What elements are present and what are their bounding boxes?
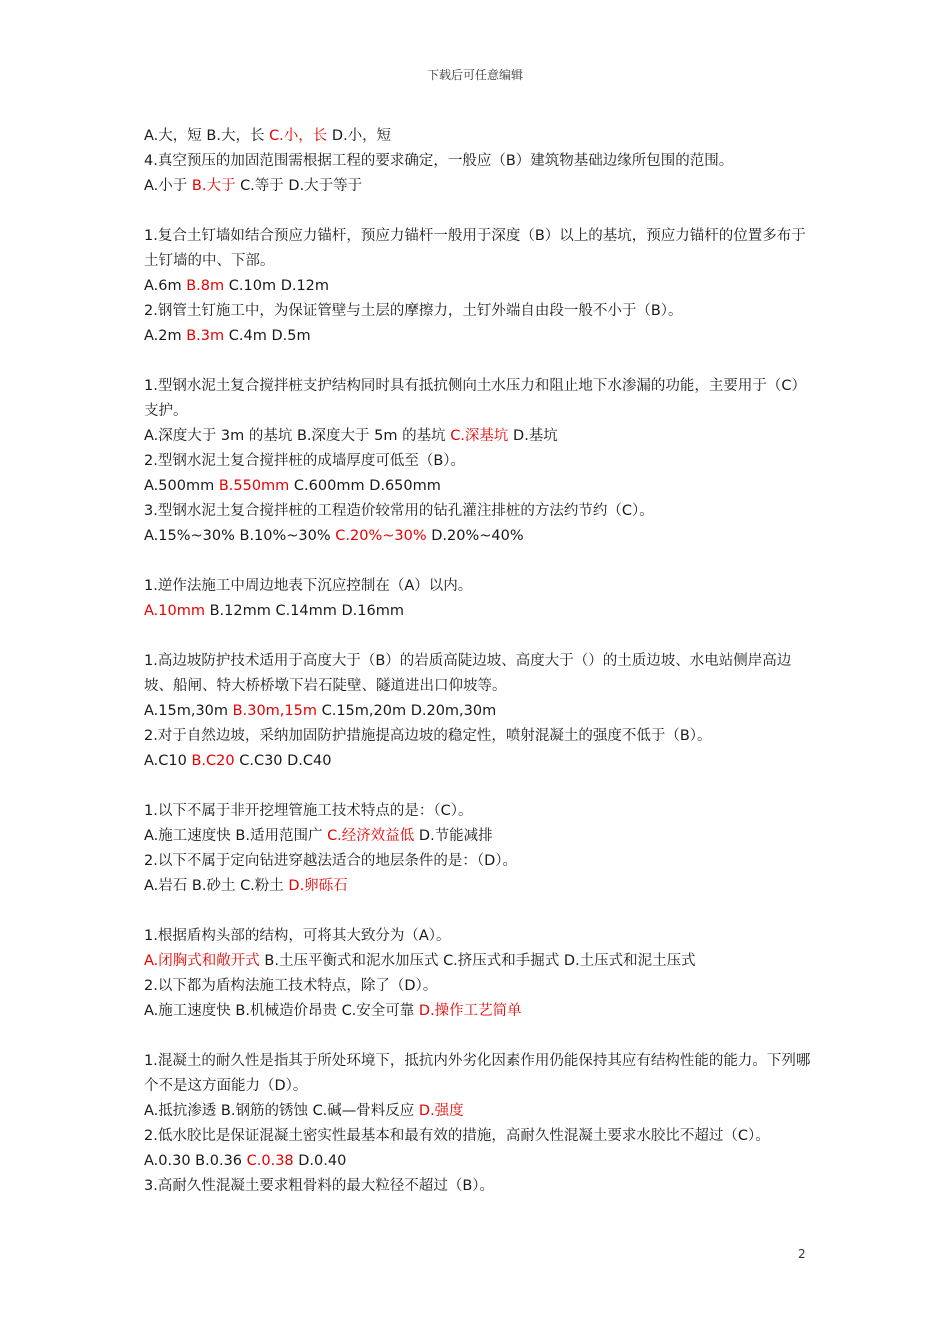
option: A.深度大于 3m 的基坑 <box>144 428 297 444</box>
question-block <box>144 574 814 624</box>
option: C.600mm <box>293 478 370 494</box>
option: C.14mm <box>275 603 342 619</box>
option: D.5m <box>271 328 311 344</box>
answer-option: A.10mm <box>144 603 210 619</box>
question-text: 3.型钢水泥土复合搅拌桩的工程造价较常用的钻孔灌注排桩的方法约节约（C）。 <box>144 503 654 519</box>
question-text: 1.型钢水泥土复合搅拌桩支护结构同时具有抵抗侧向土水压力和阻止地下水渗漏的功能，主要用于（C）支护。 <box>144 378 806 419</box>
options-line <box>144 274 814 299</box>
option: B.12mm <box>209 603 276 619</box>
question-block <box>144 124 814 199</box>
option: A.500mm <box>144 478 219 494</box>
option: D.节能减排 <box>418 828 493 844</box>
option: A.大，短 <box>144 128 207 144</box>
block-separator <box>144 549 814 574</box>
answer-option: B.550mm <box>218 478 294 494</box>
option: D.16mm <box>341 603 404 619</box>
options-line <box>144 324 814 349</box>
answer-option: C.0.38 <box>246 1153 299 1169</box>
option: C.碱—骨料反应 <box>312 1103 419 1119</box>
options-line <box>144 524 814 549</box>
option: C.4m <box>228 328 272 344</box>
answer-option: C.深基坑 <box>450 428 514 444</box>
question-text: 1.混凝土的耐久性是指其于所处环境下，抵抗内外劣化因素作用仍能保持其应有结构性能的能力。下列哪个不是这方面能力（D）。 <box>144 1053 811 1094</box>
option: C.C30 <box>239 753 288 769</box>
option: D.土压式和泥土压式 <box>563 953 696 969</box>
option: D.大于等于 <box>288 178 363 194</box>
block-separator <box>144 624 814 649</box>
options-line <box>144 124 814 149</box>
block-separator <box>144 899 814 924</box>
options-line <box>144 824 814 849</box>
option: A.小于 <box>144 178 192 194</box>
question-text: 2.钢管土钉施工中，为保证管壁与土层的摩擦力，土钉外端自由段一般不小于（B）。 <box>144 303 683 319</box>
question-block <box>144 374 814 549</box>
option: D.650mm <box>369 478 441 494</box>
options-line <box>144 699 814 724</box>
option: C.挤压式和手掘式 <box>443 953 564 969</box>
answer-option: C.20%~30% <box>335 528 432 544</box>
block-separator <box>144 349 814 374</box>
option: D.基坑 <box>513 428 558 444</box>
options-line <box>144 174 814 199</box>
answer-option: C.小，长 <box>269 128 332 144</box>
options-line <box>144 749 814 774</box>
question-text: 1.高边坡防护技术适用于高度大于（B）的岩质高陡边坡、高度大于（）的土质边坡、水电站侧岸高边坡、船闸、特大桥桥墩下岩石陡壁、隧道进出口仰坡等。 <box>144 653 792 694</box>
option: B.深度大于 5m 的基坑 <box>296 428 451 444</box>
option: C.10m <box>228 278 281 294</box>
question-text: 4.真空预压的加固范围需根据工程的要求确定，一般应（B）建筑物基础边缘所包围的范围。 <box>144 153 734 169</box>
answer-option: D.强度 <box>418 1103 464 1119</box>
option: A.C10 <box>144 753 192 769</box>
block-separator <box>144 1024 814 1049</box>
question-text: 1.以下不属于非开挖埋管施工技术特点的是：（C）。 <box>144 803 473 819</box>
question-text: 2.以下都为盾构法施工技术特点，除了（D）。 <box>144 978 438 994</box>
option: B.适用范围广 <box>235 828 328 844</box>
option: D.C40 <box>287 753 332 769</box>
option: A.2m <box>144 328 187 344</box>
option: D.小，短 <box>331 128 392 144</box>
option: B.0.36 <box>195 1153 247 1169</box>
question-block <box>144 1049 814 1199</box>
option: D.12m <box>280 278 330 294</box>
option: B.砂土 <box>191 878 241 894</box>
page-number: 2 <box>798 1247 806 1261</box>
option: B.土压平衡式和泥水加压式 <box>264 953 444 969</box>
option: B.钢筋的锈蚀 <box>220 1103 313 1119</box>
options-line <box>144 1099 814 1124</box>
answer-option: B.8m <box>186 278 229 294</box>
answer-option: D.操作工艺简单 <box>418 1003 522 1019</box>
answer-option: A.闭胸式和敞开式 <box>144 953 265 969</box>
question-text: 1.逆作法施工中周边地表下沉应控制在（A）以内。 <box>144 578 473 594</box>
question-text: 2.低水胶比是保证混凝土密实性最基本和最有效的措施，高耐久性混凝土要求水胶比不超过（C）。 <box>144 1128 770 1144</box>
option: B.大，长 <box>206 128 270 144</box>
option: C.粉土 <box>240 878 289 894</box>
options-line <box>144 1149 814 1174</box>
page-header: 下载后可任意编辑 <box>426 68 523 82</box>
option: A.施工速度快 <box>144 1003 236 1019</box>
option: B.机械造价昂贵 <box>235 1003 342 1019</box>
answer-option: B.C20 <box>191 753 240 769</box>
options-line <box>144 424 814 449</box>
options-line <box>144 949 814 974</box>
option: D.20m,30m <box>410 703 497 719</box>
question-text: 2.型钢水泥土复合搅拌桩的成墙厚度可低至（B）。 <box>144 453 466 469</box>
options-line <box>144 874 814 899</box>
question-block <box>144 224 814 349</box>
option: C.安全可靠 <box>341 1003 419 1019</box>
question-text: 3.高耐久性混凝土要求粗骨料的最大粒径不超过（B）。 <box>144 1178 495 1194</box>
block-separator <box>144 774 814 799</box>
option: A.施工速度快 <box>144 828 236 844</box>
answer-option: B.3m <box>186 328 229 344</box>
options-line <box>144 999 814 1024</box>
answer-option: C.经济效益低 <box>327 828 419 844</box>
question-block <box>144 924 814 1024</box>
option: A.15%~30% <box>144 528 240 544</box>
option: D.0.40 <box>298 1153 347 1169</box>
options-line <box>144 599 814 624</box>
option: A.6m <box>144 278 187 294</box>
question-block <box>144 649 814 774</box>
question-text: 2.以下不属于定向钻进穿越法适合的地层条件的是：（D）。 <box>144 853 517 869</box>
question-text: 2.对于自然边坡，采纳加固防护措施提高边坡的稳定性，喷射混凝土的强度不低于（B）。 <box>144 728 712 744</box>
option: A.0.30 <box>144 1153 196 1169</box>
answer-option: B.30m,15m <box>232 703 322 719</box>
answer-option: B.大于 <box>191 178 241 194</box>
option: C.15m,20m <box>321 703 411 719</box>
question-block <box>144 799 814 899</box>
answer-option: D.卵砾石 <box>288 878 348 894</box>
option: A.抵抗渗透 <box>144 1103 221 1119</box>
option: B.10%~30% <box>239 528 336 544</box>
question-text: 1.根据盾构头部的结构，可将其大致分为（A）。 <box>144 928 451 944</box>
document-body <box>144 124 814 1199</box>
option: A.15m,30m <box>144 703 233 719</box>
block-separator <box>144 199 814 224</box>
options-line <box>144 474 814 499</box>
question-text: 1.复合土钉墙如结合预应力锚杆，预应力锚杆一般用于深度（B）以上的基坑，预应力锚杆的位置多布于土钉墙的中、下部。 <box>144 228 806 269</box>
option: C.等于 <box>240 178 289 194</box>
option: D.20%~40% <box>431 528 524 544</box>
option: A.岩石 <box>144 878 192 894</box>
